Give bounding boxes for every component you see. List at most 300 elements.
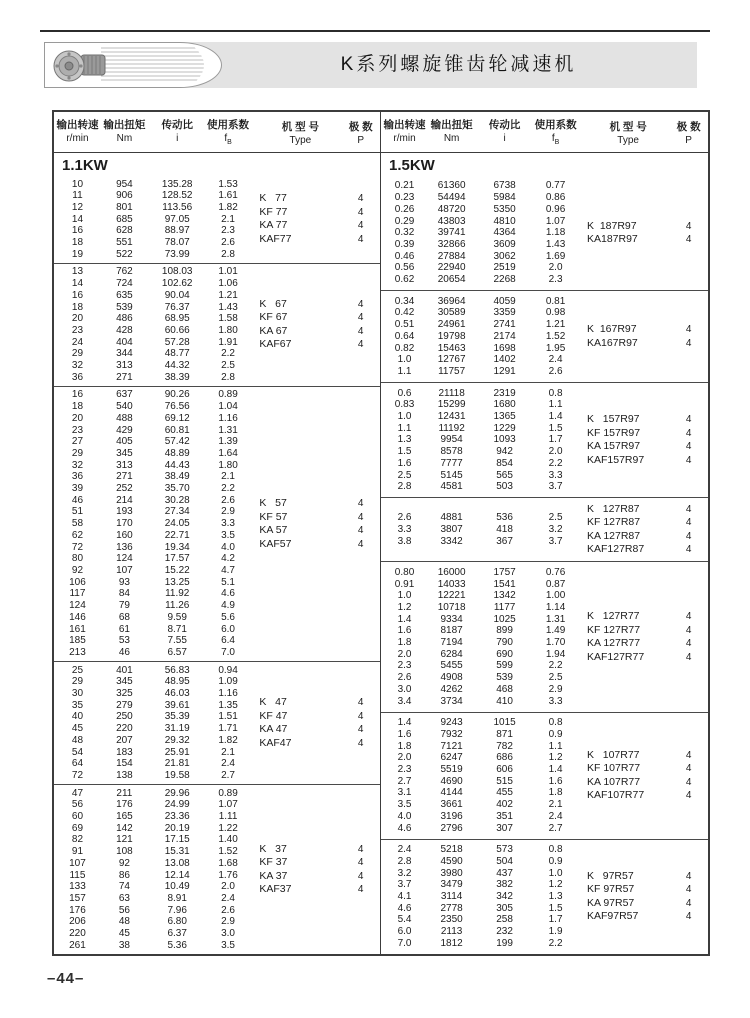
table-row — [381, 399, 577, 411]
factor-value: 1.16 — [218, 688, 238, 700]
gear-reducer-photo-box — [44, 42, 222, 88]
factor-value: 0.77 — [545, 180, 566, 192]
table-row — [381, 637, 577, 649]
factor-value: 1.52 — [218, 846, 238, 858]
speed-value: 1.2 — [397, 601, 412, 613]
speed-value: 23 — [71, 424, 84, 436]
table-row — [381, 262, 577, 274]
model-code: KF 127R77 — [586, 623, 641, 636]
ratio-value: 19.34 — [164, 541, 190, 553]
table-row — [54, 214, 250, 226]
table-row — [54, 600, 250, 612]
ratio-value: 199 — [496, 937, 513, 949]
ratio-value: 1342 — [493, 590, 516, 602]
torque-value: 108 — [116, 846, 133, 858]
ratio-value: 27.34 — [164, 506, 190, 518]
speed-value: 19 — [71, 248, 84, 260]
torque-value: 138 — [116, 769, 133, 781]
table-row — [54, 483, 250, 495]
ratio-value: 15.31 — [164, 846, 190, 858]
torque-value: 160 — [116, 529, 133, 541]
speed-value: 3.5 — [397, 799, 412, 811]
torque-value: 12221 — [437, 590, 466, 602]
model-row — [587, 516, 708, 530]
speed-value: 27 — [71, 436, 84, 448]
speed-value: 32 — [71, 459, 84, 471]
factor-value: 1.31 — [218, 424, 238, 436]
model-row — [587, 870, 708, 884]
model-code: K 127R77 — [586, 610, 640, 623]
table-row — [54, 553, 250, 565]
factor-value: 1.07 — [218, 799, 238, 811]
table-row — [54, 518, 250, 530]
factor-value: 1.21 — [545, 319, 566, 331]
column-header — [381, 112, 708, 153]
speed-value: 0.42 — [394, 307, 415, 319]
table-row — [54, 747, 250, 759]
poles-value: 4 — [685, 624, 692, 636]
ratio-value: 402 — [496, 799, 513, 811]
ratio-value: 8.71 — [167, 623, 187, 635]
model-row — [259, 325, 380, 339]
numeric-columns — [54, 179, 250, 261]
factor-value: 1.09 — [218, 676, 238, 688]
factor-value: 6.4 — [221, 635, 235, 647]
torque-value: 93 — [118, 576, 130, 588]
model-code: K 77 — [259, 192, 287, 205]
model-row — [259, 233, 380, 247]
ratio-value: 468 — [496, 683, 513, 695]
speed-value: 24 — [71, 336, 84, 348]
poles-value: 4 — [357, 724, 364, 736]
torque-value: 12767 — [437, 354, 466, 366]
table-row — [54, 542, 250, 554]
table-row — [381, 799, 577, 811]
model-code: KAF37 — [259, 883, 292, 896]
ratio-value: 44.32 — [164, 360, 190, 372]
ratio-value: 88.97 — [164, 225, 190, 237]
table-row — [54, 770, 250, 782]
torque-value: 154 — [116, 758, 133, 770]
model-code: KF 97R57 — [586, 883, 635, 896]
torque-value: 7932 — [440, 728, 463, 740]
model-row — [259, 524, 380, 538]
poles-value: 4 — [685, 911, 692, 923]
table-half-1-5kw — [381, 112, 708, 954]
ratio-value: 1541 — [493, 578, 516, 590]
torque-value: 220 — [116, 723, 133, 735]
speed-value: 2.8 — [397, 481, 412, 493]
factor-value: 4.7 — [221, 565, 235, 576]
model-row — [587, 776, 708, 790]
poles-value: 4 — [685, 790, 692, 802]
ratio-value: 3062 — [493, 250, 516, 262]
speed-value: 220 — [69, 928, 86, 940]
speed-value: 30 — [71, 688, 84, 700]
col-ratio: 传动比 i — [488, 118, 521, 144]
table-row — [54, 858, 250, 870]
model-row — [259, 710, 380, 724]
speed-value: 0.34 — [394, 295, 415, 307]
table-row — [54, 190, 250, 202]
factor-value: 1.7 — [548, 914, 563, 926]
factor-value: 2.0 — [548, 446, 563, 458]
factor-value: 1.71 — [218, 723, 238, 735]
model-list — [577, 323, 708, 350]
table-row — [381, 180, 577, 192]
page-number: –44– — [47, 970, 85, 987]
speed-value: 3.7 — [397, 879, 412, 891]
poles-value: 4 — [357, 233, 364, 245]
torque-value: 401 — [116, 664, 133, 676]
speed-value: 1.5 — [397, 446, 412, 458]
table-row — [54, 723, 250, 735]
speed-value: 2.8 — [397, 855, 412, 867]
torque-value: 3807 — [440, 524, 463, 536]
speed-value: 60 — [71, 811, 84, 823]
speed-value: 2.3 — [397, 660, 412, 672]
torque-value: 3980 — [440, 867, 463, 879]
ratio-value: 3359 — [493, 307, 516, 319]
ratio-value: 6.57 — [167, 646, 187, 658]
speed-value: 206 — [69, 916, 86, 928]
torque-value: 63 — [118, 892, 130, 904]
rating-block — [54, 386, 380, 661]
table-row — [381, 204, 577, 216]
torque-value: 2796 — [440, 822, 463, 834]
poles-value: 4 — [685, 611, 692, 623]
poles-value: 4 — [357, 884, 364, 896]
ratio-value: 57.28 — [164, 336, 190, 348]
speed-value: 48 — [71, 734, 84, 746]
speed-value: 29 — [71, 348, 84, 360]
table-row — [54, 870, 250, 882]
header-banner — [44, 42, 697, 88]
ratio-value: 15.22 — [164, 565, 190, 576]
factor-value: 1.3 — [548, 891, 563, 903]
speed-value: 0.64 — [394, 330, 415, 342]
table-row — [54, 799, 250, 811]
speed-value: 176 — [69, 904, 86, 916]
model-code: KF 37 — [259, 856, 288, 869]
model-code: KA 97R57 — [586, 896, 635, 909]
factor-value: 1.43 — [545, 238, 566, 250]
speed-value: 124 — [69, 600, 86, 612]
ratio-value: 2268 — [493, 274, 516, 286]
ratio-value: 565 — [496, 469, 513, 481]
ratio-value: 29.32 — [164, 734, 190, 746]
ratio-value: 22.71 — [164, 529, 190, 541]
speed-value: 80 — [71, 553, 84, 565]
model-code: K 67 — [259, 297, 287, 310]
model-code: KA 107R77 — [586, 775, 641, 788]
speed-value: 133 — [69, 881, 86, 893]
table-row — [381, 579, 577, 591]
torque-value: 43803 — [437, 215, 466, 227]
factor-value: 0.94 — [218, 664, 238, 676]
speed-value: 16 — [71, 225, 84, 237]
factor-value: 0.86 — [545, 192, 566, 204]
table-row — [381, 926, 577, 938]
table-row — [54, 506, 250, 518]
model-row — [587, 897, 708, 911]
ratio-value: 24.05 — [164, 518, 190, 530]
speed-value: 0.56 — [394, 262, 415, 274]
table-row — [54, 237, 250, 249]
torque-value: 325 — [116, 688, 133, 700]
ratio-value: 410 — [496, 695, 513, 707]
table-row — [54, 372, 250, 384]
table-row — [381, 891, 577, 903]
speed-value: 213 — [69, 646, 86, 658]
speed-value: 157 — [69, 892, 86, 904]
poles-value: 4 — [685, 651, 692, 663]
table-row — [381, 590, 577, 602]
table-row — [381, 844, 577, 856]
speed-value: 18 — [71, 237, 84, 249]
model-code: KF 57 — [259, 510, 288, 523]
model-code: KA 57 — [259, 524, 288, 537]
table-row — [54, 565, 250, 577]
table-row — [381, 239, 577, 251]
model-row — [587, 624, 708, 638]
ratio-value: 12.14 — [164, 869, 190, 881]
table-row — [54, 916, 250, 928]
numeric-columns — [381, 388, 577, 493]
torque-value: 628 — [116, 225, 133, 237]
model-code: KF 67 — [259, 311, 288, 324]
poles-value: 4 — [357, 697, 364, 709]
torque-value: 6247 — [440, 752, 463, 764]
ratio-value: 2519 — [493, 262, 516, 274]
ratio-value: 5350 — [493, 203, 516, 215]
model-code: K 47 — [259, 696, 287, 709]
poles-value: 4 — [685, 441, 692, 453]
table-row — [381, 470, 577, 482]
factor-value: 1.58 — [218, 313, 238, 325]
model-code: KA167R97 — [586, 336, 638, 349]
ratio-value: 1015 — [493, 717, 516, 729]
speed-value: 16 — [71, 389, 84, 401]
model-code: KF 77 — [259, 205, 288, 218]
speed-value: 0.29 — [394, 215, 415, 227]
factor-value: 1.80 — [218, 324, 238, 336]
poles-value: 4 — [685, 517, 692, 529]
torque-value: 45 — [118, 928, 130, 940]
torque-value: 405 — [116, 436, 133, 448]
factor-value: 1.31 — [545, 613, 566, 625]
ratio-value: 35.70 — [164, 483, 190, 495]
poles-value: 4 — [685, 337, 692, 349]
ratio-value: 48.95 — [164, 676, 190, 688]
ratio-value: 4810 — [493, 215, 516, 227]
rating-block — [54, 263, 380, 386]
speed-value: 39 — [71, 483, 84, 495]
model-row — [587, 610, 708, 624]
table-row — [54, 676, 250, 688]
factor-value: 2.0 — [548, 262, 563, 274]
torque-value: 271 — [116, 371, 133, 383]
torque-value: 30589 — [437, 307, 466, 319]
factor-value: 3.3 — [548, 695, 563, 707]
top-rule — [40, 30, 710, 32]
torque-value: 211 — [116, 787, 133, 799]
table-row — [381, 811, 577, 823]
poles-value: 4 — [685, 414, 692, 426]
model-row — [587, 762, 708, 776]
factor-value: 1.6 — [548, 775, 563, 787]
speed-value: 1.0 — [397, 590, 412, 602]
poles-value: 4 — [357, 206, 364, 218]
torque-value: 176 — [116, 799, 133, 811]
factor-value: 1.22 — [218, 822, 238, 834]
model-code: KF 157R97 — [586, 426, 641, 439]
factor-value: 3.3 — [221, 518, 235, 530]
ratio-value: 5.36 — [167, 939, 187, 951]
poles-value: 4 — [685, 884, 692, 896]
factor-value: 3.3 — [548, 469, 563, 481]
table-row — [381, 879, 577, 891]
factor-value: 3.0 — [221, 928, 235, 940]
table-row — [381, 331, 577, 343]
table-row — [381, 192, 577, 204]
ratio-value: 1025 — [493, 613, 516, 625]
torque-value: 12431 — [437, 411, 466, 423]
rating-block — [381, 290, 708, 382]
torque-value: 61360 — [437, 180, 466, 192]
factor-value: 3.2 — [548, 524, 563, 536]
ratio-value: 536 — [496, 512, 513, 524]
factor-value: 1.61 — [218, 190, 238, 202]
ratio-value: 1229 — [493, 422, 516, 434]
ratio-value: 60.81 — [164, 424, 190, 436]
ratio-value: 1680 — [493, 399, 516, 411]
factor-value: 1.35 — [218, 699, 238, 711]
torque-value: 207 — [116, 734, 133, 746]
ratio-value: 68.95 — [164, 313, 190, 325]
factor-value: 2.7 — [548, 822, 563, 834]
factor-value: 1.76 — [218, 869, 238, 881]
ratio-value: 97.05 — [164, 213, 190, 225]
speed-value: 2.0 — [397, 648, 412, 660]
torque-value: 20654 — [437, 274, 466, 286]
speed-value: 2.6 — [397, 672, 412, 684]
poles-value: 4 — [357, 525, 364, 537]
factor-value: 2.4 — [221, 892, 235, 904]
torque-value: 6284 — [440, 648, 463, 660]
poles-value: 4 — [685, 897, 692, 909]
torque-value: 7194 — [440, 637, 463, 649]
torque-value: 3196 — [440, 810, 463, 822]
torque-value: 15463 — [437, 342, 466, 354]
speed-value: 54 — [71, 746, 84, 758]
table-row — [54, 588, 250, 600]
torque-value: 486 — [116, 313, 133, 325]
model-code: KA 127R87 — [586, 529, 641, 542]
speed-value: 1.1 — [397, 422, 412, 434]
ratio-value: 1093 — [493, 434, 516, 446]
model-row — [259, 338, 380, 352]
speed-value: 1.4 — [397, 613, 412, 625]
table-half-1-1kw — [54, 112, 381, 954]
factor-value: 3.7 — [548, 481, 563, 493]
factor-value: 1.18 — [545, 227, 566, 239]
poles-value: 4 — [357, 857, 364, 869]
torque-value: 74 — [118, 881, 130, 893]
torque-value: 8578 — [440, 446, 463, 458]
model-row — [259, 856, 380, 870]
col-output-torque: 输出扭矩 Nm — [430, 118, 473, 144]
speed-value: 3.1 — [397, 787, 412, 799]
table-row — [54, 846, 250, 858]
speed-value: 1.4 — [397, 717, 412, 729]
ratio-value: 871 — [496, 728, 513, 740]
numeric-columns — [54, 266, 250, 383]
torque-value: 22940 — [437, 262, 466, 274]
poles-value: 4 — [357, 312, 364, 324]
table-row — [54, 530, 250, 542]
torque-value: 36964 — [437, 295, 466, 307]
factor-value: 2.5 — [548, 672, 563, 684]
ratio-value: 128.52 — [161, 190, 193, 202]
factor-value: 0.89 — [218, 389, 238, 401]
torque-value: 635 — [116, 289, 133, 301]
torque-value: 428 — [116, 324, 133, 336]
factor-value: 1.7 — [548, 434, 563, 446]
model-code: KAF157R97 — [586, 453, 645, 466]
numeric-columns — [54, 389, 250, 658]
factor-value: 1.8 — [548, 787, 563, 799]
factor-value: 2.4 — [548, 810, 563, 822]
factor-value: 2.3 — [221, 225, 235, 237]
model-code: KAF107R77 — [586, 789, 645, 802]
table-row — [54, 249, 250, 261]
model-row — [259, 870, 380, 884]
numeric-columns — [381, 180, 577, 285]
col-poles: 极 数 P — [348, 120, 373, 146]
gear-motor-icon — [54, 51, 105, 81]
speed-value: 1.3 — [397, 434, 412, 446]
speed-value: 64 — [71, 758, 84, 770]
torque-value: 4590 — [440, 855, 463, 867]
torque-value: 954 — [116, 178, 133, 190]
table-row — [54, 711, 250, 723]
numeric-columns — [381, 567, 577, 707]
factor-value: 1.01 — [218, 266, 238, 278]
model-code: KF 127R87 — [586, 516, 641, 529]
speed-value: 12 — [71, 201, 84, 213]
model-list — [250, 298, 380, 352]
col-output-speed: 输出转速 r/min — [383, 118, 426, 144]
speed-value: 0.62 — [394, 274, 415, 286]
speed-value: 36 — [71, 371, 84, 383]
model-row — [259, 538, 380, 552]
model-row — [259, 497, 380, 511]
table-row — [381, 536, 577, 548]
torque-value: 107 — [116, 565, 133, 576]
table-row — [381, 868, 577, 880]
torque-value: 39741 — [437, 227, 466, 239]
factor-value: 1.80 — [218, 459, 238, 471]
torque-value: 8187 — [440, 625, 463, 637]
table-row — [381, 434, 577, 446]
ratio-value: 6.80 — [167, 916, 187, 928]
factor-value: 2.2 — [548, 660, 563, 672]
ratio-value: 6.37 — [167, 928, 187, 940]
table-row — [54, 389, 250, 401]
ratio-value: 60.66 — [164, 324, 190, 336]
ratio-value: 17.57 — [164, 553, 190, 565]
